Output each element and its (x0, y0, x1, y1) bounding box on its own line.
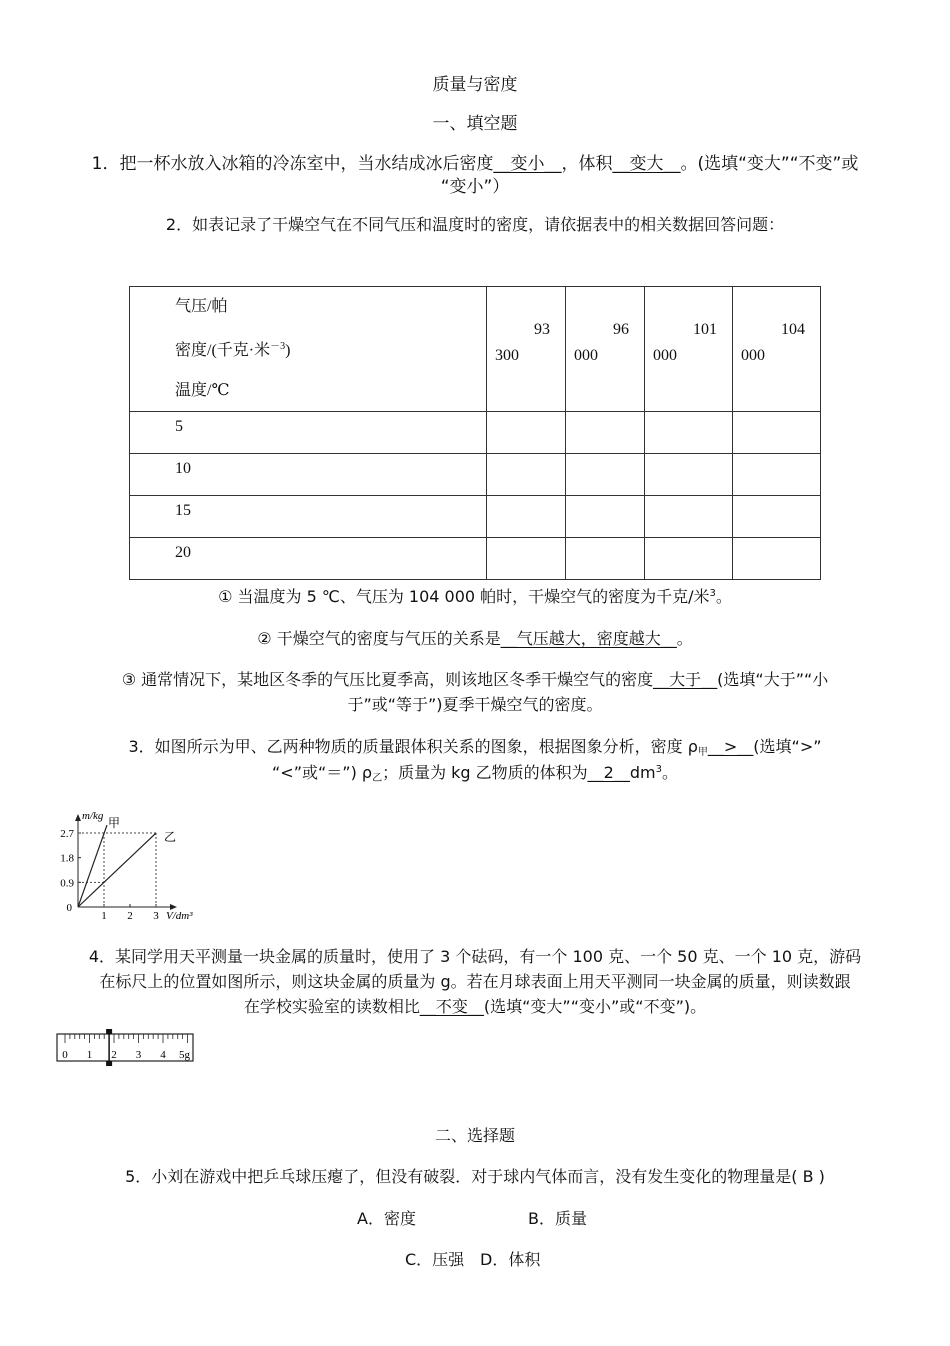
pressure-cell: 93 300 (487, 287, 566, 412)
ruler-label: 0 (62, 1049, 68, 1061)
q1-text-d: “变小”） (440, 177, 510, 197)
option-d: D．体积 (480, 1250, 541, 1269)
header-density: 密度/(千克·米$^{-3}$) (175, 341, 291, 359)
q1-answer-density: __变小__ (493, 154, 562, 174)
ruler-label: 3 (135, 1049, 142, 1061)
data-cell (733, 412, 821, 454)
question-1-line-1 (0, 149, 950, 174)
data-cell (645, 538, 733, 580)
data-cell (645, 454, 733, 496)
question-3-line-2: “<”或“＝”) $\rho_乙$；质量为 kg 乙物质的体积为$\_\_2\_\_dm^3$。 (272, 763, 678, 784)
option-a: A．密度 (357, 1209, 416, 1228)
q2-item-3-line-2: 于”或“等于”)夏季干燥空气的密度。 (347, 695, 603, 714)
q2-answer-relation: __气压越大，密度越大__ (500, 629, 677, 648)
data-cell (645, 412, 733, 454)
table-row (130, 538, 821, 580)
q1-text-b: ，体积 (561, 154, 613, 174)
q4-answer: __不变__ (419, 997, 484, 1016)
question-4-line-1: 4．某同学用天平测量一块金属的质量时，使用了 3 个砝码，有一个 100 克、一个 50 克、一个 10 克，游码 (88, 947, 862, 966)
temperature-cell: 15 (130, 496, 487, 538)
q1-text-c: 。(选填“变大”“不变”或 (680, 154, 859, 174)
pressure-cell: 104 000 (733, 287, 821, 412)
temperature-cell: 5 (130, 412, 487, 454)
y-tick-label: 2.7 (60, 828, 74, 841)
header-temperature: 温度/℃ (175, 382, 230, 399)
page-title: 质量与密度 (432, 75, 518, 95)
series-label: 甲 (108, 816, 121, 831)
mass-volume-chart (50, 795, 210, 925)
q1-text-a: 1．把一杯水放入冰箱的冷冻室中，当水结成冰后密度 (91, 154, 494, 174)
header-pressure: 气压/帕 (175, 298, 228, 315)
ruler-label: 4 (160, 1049, 166, 1061)
data-cell (566, 454, 645, 496)
ruler-label: 1 (86, 1049, 93, 1061)
data-cell (487, 454, 566, 496)
data-cell (566, 538, 645, 580)
table-row (130, 496, 821, 538)
section-heading-fill-in: 一、填空题 (432, 114, 518, 134)
x-tick-label: 2 (127, 910, 133, 922)
question-5: 5．小刘在游戏中把乒乓球压瘪了，但没有破裂．对于球内气体而言，没有发生变化的物理量是( B ) (125, 1167, 825, 1186)
y-tick-label: 1.8 (60, 852, 74, 865)
y-axis-arrow (75, 814, 81, 821)
data-cell (487, 496, 566, 538)
x-tick-label: 3 (153, 910, 159, 922)
question-3-line-1: 3．如图所示为甲、乙两种物质的质量跟体积关系的图象，根据图象分析，密度 $\rho_甲\_\_>\_\_$(选填“>” (128, 737, 822, 758)
q3-answer-compare: __>__ (707, 737, 754, 756)
y-axis-label: m/kg (82, 810, 104, 823)
question-4-line-2: 在标尺上的位置如图所示，则这块金属的质量为 g。若在月球表面上用天平测同一块金属的质量，则读数跟 (99, 972, 851, 991)
question-4-line-3: 在学校实验室的读数相比__不变__(选填“变大”“变小”或“不变”)。 (243, 997, 707, 1016)
data-cell (733, 496, 821, 538)
temperature-cell: 10 (130, 454, 487, 496)
option-b: B．质量 (528, 1209, 587, 1228)
pressure-cell: 101 000 (645, 287, 733, 412)
data-cell (733, 454, 821, 496)
series-label: 乙 (164, 830, 177, 845)
rider-bottom (106, 1061, 112, 1066)
q2-item-2: ② 干燥空气的密度与气压的关系是__气压越大，密度越大__。 (257, 629, 693, 648)
table-row (130, 412, 821, 454)
q2-answer-compare: __大于__ (653, 670, 718, 689)
q1-answer-volume: __变大__ (612, 154, 681, 174)
pressure-cell: 96 000 (566, 287, 645, 412)
q2-item-1: ① 当温度为 5 ℃、气压为 104 000 帕时，干燥空气的密度为千克/米$^3$。 (218, 587, 732, 606)
data-cell (487, 412, 566, 454)
data-cell (566, 412, 645, 454)
data-cell (733, 538, 821, 580)
series-line-1 (78, 825, 107, 907)
q3-answer-volume: __2__ (587, 763, 630, 782)
q2-item-3-line-1: ③ 通常情况下，某地区冬季的气压比夏季高，则该地区冬季干燥空气的密度__大于__(选填“大于”“小 (121, 670, 829, 689)
x-axis-label: V/dm³ (166, 910, 193, 922)
balance-scale-ruler (55, 1028, 197, 1068)
ruler-label: 2 (111, 1049, 117, 1061)
temperature-cell: 20 (130, 538, 487, 580)
data-cell (645, 496, 733, 538)
table-row (130, 454, 821, 496)
x-tick-label: 1 (101, 910, 107, 922)
rider-top (106, 1029, 112, 1034)
series-line-2 (78, 833, 156, 907)
table-header-label-cell (130, 287, 487, 412)
data-cell (566, 496, 645, 538)
density-table (129, 286, 821, 580)
question-2-intro: 2．如表记录了干燥空气在不同气压和温度时的密度，请依据表中的相关数据回答问题： (165, 215, 785, 234)
ruler-label: 5g (179, 1049, 190, 1061)
data-cell (487, 538, 566, 580)
section-heading-choice: 二、选择题 (434, 1126, 515, 1145)
y-tick-label: 0.9 (60, 877, 74, 890)
table-header-row (130, 287, 821, 412)
option-c: C．压强 (405, 1250, 465, 1269)
origin-label: 0 (66, 902, 72, 914)
